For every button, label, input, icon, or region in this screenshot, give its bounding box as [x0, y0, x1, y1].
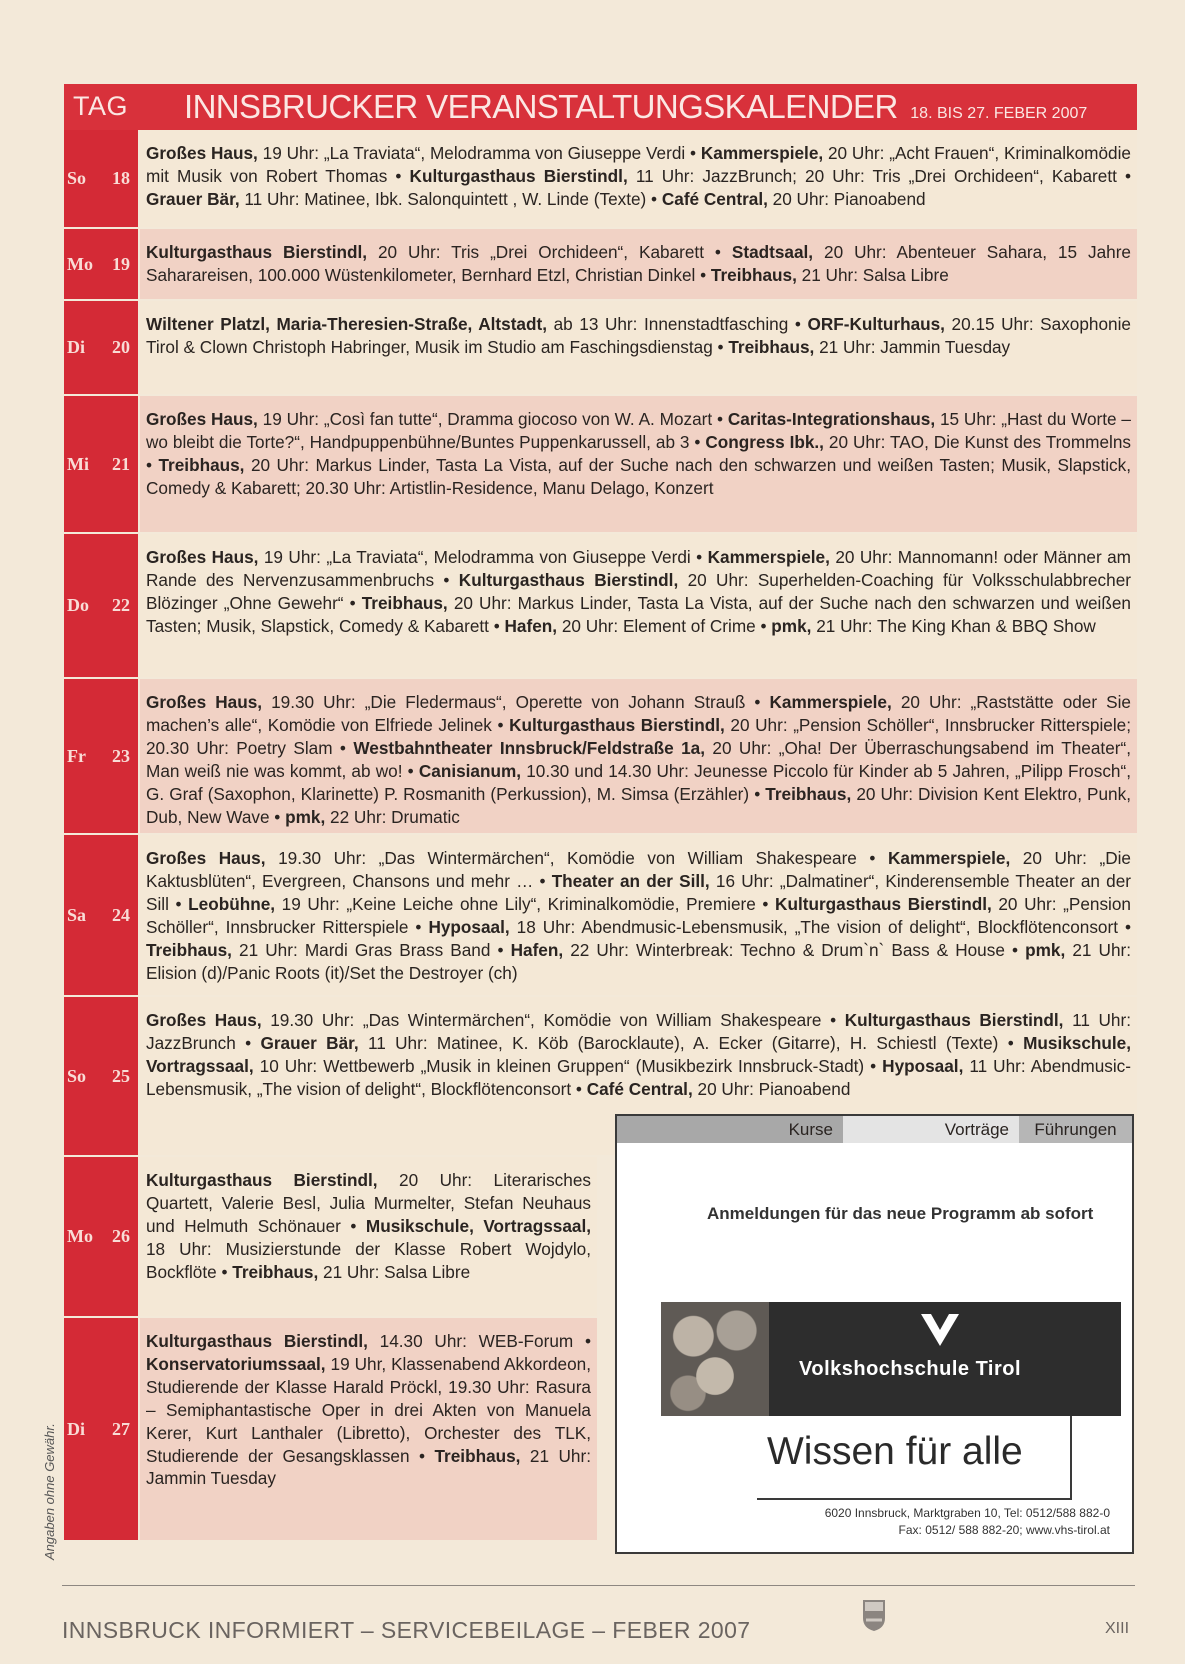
day-row-24: [64, 835, 1137, 995]
event-details: 19.30 Uhr: „Das Wintermärchen“, Komödie von William Shakespeare •: [265, 848, 888, 868]
day-events: [140, 835, 1137, 995]
venue-name: Kammerspiele,: [707, 547, 830, 567]
event-details: 21 Uhr: Elision (d)/Panic Roots (it)/Set the Destroyer (ch): [146, 939, 1132, 983]
venue-name: Kammerspiele,: [887, 848, 1011, 868]
venue-name: Hyposaal,: [428, 916, 510, 937]
day-row-20: [64, 301, 1137, 394]
event-details: 20 Uhr: „Die Kaktusblüten“, Evergreen, Chansons und mehr … •: [146, 848, 1131, 891]
day-row-22: [64, 534, 1137, 677]
day-column-header: TAG: [73, 91, 128, 121]
day-events: [140, 396, 1137, 532]
day-events: [140, 301, 1137, 394]
day-label: So 25: [64, 997, 138, 1155]
page-number: XIII: [1105, 1620, 1130, 1637]
venue-name: Leobühne,: [188, 893, 276, 914]
venue-name: Treibhaus,: [232, 1261, 319, 1282]
venue-name: Kulturgasthaus Bierstindl,: [409, 165, 628, 186]
calendar-title: INNSBRUCKER VERANSTALTUNGSKALENDER 18. BIS 27. FEBER 2007: [184, 88, 1088, 125]
venue-name: Kulturgasthaus Bierstindl,: [146, 1331, 368, 1351]
venue-name: Kulturgasthaus Bierstindl,: [775, 893, 992, 914]
registration-note: Anmeldungen für das neue Programm ab sofort: [707, 1204, 1094, 1223]
event-details: 20 Uhr: Markus Linder, Tasta La Vista, auf der Suche nach den schwarzen und weißen Tasten; Musik, Slapstick, Comedy & Kabarett •: [146, 592, 1131, 636]
venue-name: Hafen,: [504, 615, 558, 636]
event-details: 20 Uhr: Superhelden-Coaching für Volksschulabbrecher Blözinger „Ohne Gewehr“ •: [146, 569, 1131, 613]
venue-name: Congress Ibk.,: [705, 431, 824, 452]
venue-name: Stadtsaal,: [731, 242, 814, 262]
event-details: 20 Uhr: Abenteuer Sahara, 15 Jahre Saharareisen, 100.000 Wüstenkilometer, Bernhard Etzl, Christian Dinkel •: [146, 242, 1131, 285]
day-label: Di 27: [64, 1318, 138, 1540]
city-crest-icon: [861, 1598, 887, 1632]
event-details: 11 Uhr: Abendmusic-Lebensmusik, „The vision of delight“, Blockflötenconsort •: [146, 1055, 1131, 1099]
venue-name: Hyposaal,: [882, 1055, 964, 1076]
event-details: 20 Uhr: „Pension Schöller“, Innsbrucker Ritterspiele; 20.30 Uhr: Poetry Slam •: [146, 714, 1131, 758]
venue-name: Großes Haus,: [146, 692, 263, 712]
venue-name: Grauer Bär,: [146, 188, 240, 209]
venue-name: Treibhaus,: [158, 454, 245, 475]
group-photo: [661, 1302, 769, 1416]
day-label: Di 20: [64, 301, 138, 394]
event-details: 20 Uhr: Division Kent Elektro, Punk, Dub, New Wave •: [146, 783, 1131, 827]
day-label: Mo 19: [64, 229, 138, 299]
event-details: 21 Uhr: Salsa Libre: [318, 1261, 471, 1282]
footer-title: INNSBRUCK INFORMIERT – SERVICEBEILAGE – FEBER 2007: [62, 1617, 751, 1643]
event-details: 21 Uhr: Mardi Gras Brass Band •: [231, 939, 511, 960]
vhs-banner: [661, 1302, 1121, 1416]
event-details: 20 Uhr: Markus Linder, Tasta La Vista, auf der Suche nach den schwarzen und weißen Tasten; Musik, Slapstick, Comedy & Kabarett; 20.30 Uhr: Artistlin-Residence, Manu Delago, Konzert: [146, 454, 1132, 498]
venue-name: Kulturgasthaus Bierstindl,: [146, 1170, 378, 1190]
venue-name: Café Central,: [661, 188, 768, 209]
event-details: 20 Uhr: „Oha! Der Überraschungsabend im Theater“, Man weiß nie was kommt, ab wo! •: [146, 737, 1131, 781]
event-details: 22 Uhr: Drumatic: [325, 806, 460, 827]
day-events: [140, 130, 1137, 227]
event-details: 11 Uhr: Matinee, Ibk. Salonquintett , W. Linde (Texte) •: [239, 188, 662, 209]
day-events: [140, 229, 1137, 299]
event-details: 20.15 Uhr: Saxophonie Tirol & Clown Christoph Habringer, Musik im Studio am Faschingsdienstag •: [146, 314, 1131, 357]
day-row-18: [64, 130, 1137, 227]
venue-name: Theater an der Sill,: [551, 870, 710, 891]
venue-name: Caritas-Integrationshaus,: [727, 409, 936, 429]
event-details: 11 Uhr: Matinee, K. Köb (Barocklaute), A. Ecker (Gitarre), H. Schiestl (Texte) •: [358, 1032, 1024, 1053]
event-details: 20 Uhr: „Raststätte oder Sie machen’s alle“, Komödie von Elfriede Jelinek •: [146, 692, 1131, 735]
event-details: 11 Uhr: JazzBrunch •: [146, 1010, 1131, 1053]
day-row-21: [64, 396, 1137, 532]
event-details: ab 13 Uhr: Innenstadtfasching •: [546, 314, 808, 334]
event-details: 19 Uhr: „Keine Leiche ohne Lily“, Kriminalkomödie, Premiere •: [275, 893, 776, 914]
venue-name: Großes Haus,: [146, 848, 266, 868]
date-range: 18. BIS 27. FEBER 2007: [910, 105, 1088, 122]
day-label: Mo 26: [64, 1157, 138, 1316]
venue-name: Musikschule, Vortragssaal,: [146, 1032, 1132, 1076]
venue-name: pmk,: [771, 615, 812, 636]
venue-name: Großes Haus,: [146, 409, 258, 429]
venue-name: Musikschule, Vortragssaal,: [365, 1215, 591, 1236]
venue-name: Treibhaus,: [728, 336, 815, 357]
event-details: 19 Uhr: „Così fan tutte“, Dramma giocoso von W. A. Mozart •: [257, 409, 728, 429]
day-events: [140, 679, 1137, 833]
venue-name: Großes Haus,: [146, 1010, 262, 1030]
disclaimer: Angaben ohne Gewähr.: [42, 1423, 57, 1560]
event-details: 20 Uhr: „Acht Frauen“, Kriminalkomödie mit Musik von Robert Thomas •: [146, 143, 1131, 186]
event-details: 20 Uhr: Literarisches Quartett, Valerie Besl, Julia Murmelter, Stefan Neuhaus und Helmuth Schönauer •: [146, 1170, 591, 1236]
day-label: So 18: [64, 130, 138, 227]
venue-name: Treibhaus,: [710, 264, 797, 285]
event-details: 19 Uhr: „La Traviata“, Melodramma von Giuseppe Verdi •: [257, 143, 701, 163]
calendar-header: [64, 84, 1137, 130]
day-label: Mi 21: [64, 396, 138, 532]
event-details: 20 Uhr: Element of Crime •: [557, 615, 772, 636]
vhs-brand-name: Volkshochschule Tirol: [799, 1358, 1022, 1380]
venue-name: Hafen,: [510, 939, 564, 960]
event-details: 21 Uhr: Salsa Libre: [796, 264, 949, 285]
venue-name: Canisianum,: [418, 760, 522, 781]
ad-tab-bar: [617, 1116, 1132, 1143]
venue-name: Grauer Bär,: [260, 1032, 359, 1053]
event-details: 21 Uhr: Jammin Tuesday: [146, 1445, 591, 1489]
vhs-advertisement: [615, 1114, 1134, 1554]
venue-name: Kulturgasthaus Bierstindl,: [458, 569, 679, 590]
event-details: 14.30 Uhr: WEB-Forum •: [367, 1331, 591, 1351]
day-row-19: [64, 229, 1137, 299]
event-details: 18 Uhr: Musizierstunde der Klasse Robert Wojdylo, Bockflöte •: [146, 1238, 591, 1282]
venue-name: Westbahntheater Innsbruck/Feldstraße 1a,: [353, 737, 705, 758]
venue-name: Kulturgasthaus Bierstindl,: [844, 1010, 1064, 1030]
venue-name: Treibhaus,: [146, 939, 232, 960]
event-details: 19.30 Uhr: „Das Wintermärchen“, Komödie von William Shakespeare •: [261, 1010, 845, 1030]
venue-name: Konservatoriumssaal,: [146, 1353, 326, 1374]
day-events: [140, 1318, 597, 1540]
tab-vortraege: Vorträge: [843, 1116, 1019, 1143]
venue-name: Kammerspiele,: [769, 692, 892, 712]
venue-name: Großes Haus,: [146, 547, 259, 567]
slogan: Wissen für alle: [767, 1430, 1023, 1473]
venue-name: Café Central,: [586, 1078, 693, 1099]
venue-name: pmk,: [1025, 939, 1066, 960]
event-details: 11 Uhr: JazzBrunch; 20 Uhr: Tris „Drei Orchideen“, Kabarett •: [627, 165, 1131, 186]
event-details: 10.30 und 14.30 Uhr: Jeunesse Piccolo für Kinder ab 5 Jahren, „Pilipp Frosch“, G. Graf (Saxophon, Klarinette) P. Rosmanith (Perkussion), M. Simsa (Erzähler) •: [146, 760, 1131, 804]
event-details: 20 Uhr: Pianoabend: [692, 1078, 851, 1099]
event-details: 19 Uhr, Klassenabend Akkordeon, Studierende der Klasse Harald Pröckl, 19.30 Uhr: Rasura – Semiphantastische Oper in drei Akten von Manuela Kerer, Kurt Lanthaler (Libretto), Orchester des TLK, Studierende der Gesangsklassen •: [146, 1353, 591, 1466]
tab-fuehrungen: Führungen: [1019, 1116, 1132, 1143]
day-label: Fr 23: [64, 679, 138, 833]
venue-name: Wiltener Platzl, Maria-Theresien-Straße, Altstadt,: [146, 314, 547, 334]
venue-name: Treibhaus,: [434, 1445, 521, 1466]
venue-name: Großes Haus,: [146, 143, 258, 163]
contact-line: Fax: 0512/ 588 882-20; www.vhs-tirol.at: [898, 1523, 1110, 1537]
day-events: [140, 1157, 597, 1316]
venue-name: Kulturgasthaus Bierstindl,: [509, 714, 725, 735]
venue-name: Treibhaus,: [765, 783, 852, 804]
event-details: 20 Uhr: Tris „Drei Orchideen“, Kabarett •: [367, 242, 732, 262]
footer-rule: [62, 1585, 1135, 1586]
event-details: 20 Uhr: TAO, Die Kunst des Trommelns •: [146, 431, 1132, 475]
event-details: 18 Uhr: Abendmusic-Lebensmusik, „The vision of delight“, Blockflötenconsort •: [509, 916, 1132, 937]
event-details: 10 Uhr: Wettbewerb „Musik in kleinen Gruppen“ (Musikbezirk Innsbruck-Stadt) •: [253, 1055, 883, 1076]
event-details: 20 Uhr: Pianoabend: [767, 188, 926, 209]
venue-name: Kammerspiele,: [700, 143, 824, 163]
day-row-23: [64, 679, 1137, 833]
event-details: 19 Uhr: „La Traviata“, Melodramma von Giuseppe Verdi •: [258, 547, 708, 567]
day-events: [140, 534, 1137, 677]
event-details: 20 Uhr: Mannomann! oder Männer am Rande des Nervenzusammenbruchs •: [146, 547, 1131, 590]
event-details: 21 Uhr: The King Khan & BBQ Show: [811, 615, 1096, 636]
event-details: 20 Uhr: „Pension Schöller“, Innsbrucker Ritterspiele •: [146, 893, 1131, 937]
venue-name: pmk,: [285, 806, 326, 827]
event-details: 22 Uhr: Winterbreak: Techno & Drum`n` Bass & House •: [563, 939, 1026, 960]
address-line: 6020 Innsbruck, Marktgraben 10, Tel: 0512/588 882-0: [824, 1506, 1110, 1520]
day-label: Do 22: [64, 534, 138, 677]
event-details: 21 Uhr: Jammin Tuesday: [814, 336, 1011, 357]
venue-name: Treibhaus,: [361, 592, 448, 613]
day-label: Sa 24: [64, 835, 138, 995]
tab-kurse: Kurse: [617, 1116, 843, 1143]
venue-name: ORF-Kulturhaus,: [807, 314, 945, 334]
event-details: 16 Uhr: „Dalmatiner“, Kinderensemble Theater an der Sill •: [146, 870, 1131, 914]
venue-name: Kulturgasthaus Bierstindl,: [146, 242, 368, 262]
event-details: 15 Uhr: „Hast du Worte – wo bleibt die Torte?“, Handpuppenbühne/Buntes Puppenkarussell, ab 3 •: [146, 409, 1131, 452]
event-details: 19.30 Uhr: „Die Fledermaus“, Operette von Johann Strauß •: [262, 692, 770, 712]
